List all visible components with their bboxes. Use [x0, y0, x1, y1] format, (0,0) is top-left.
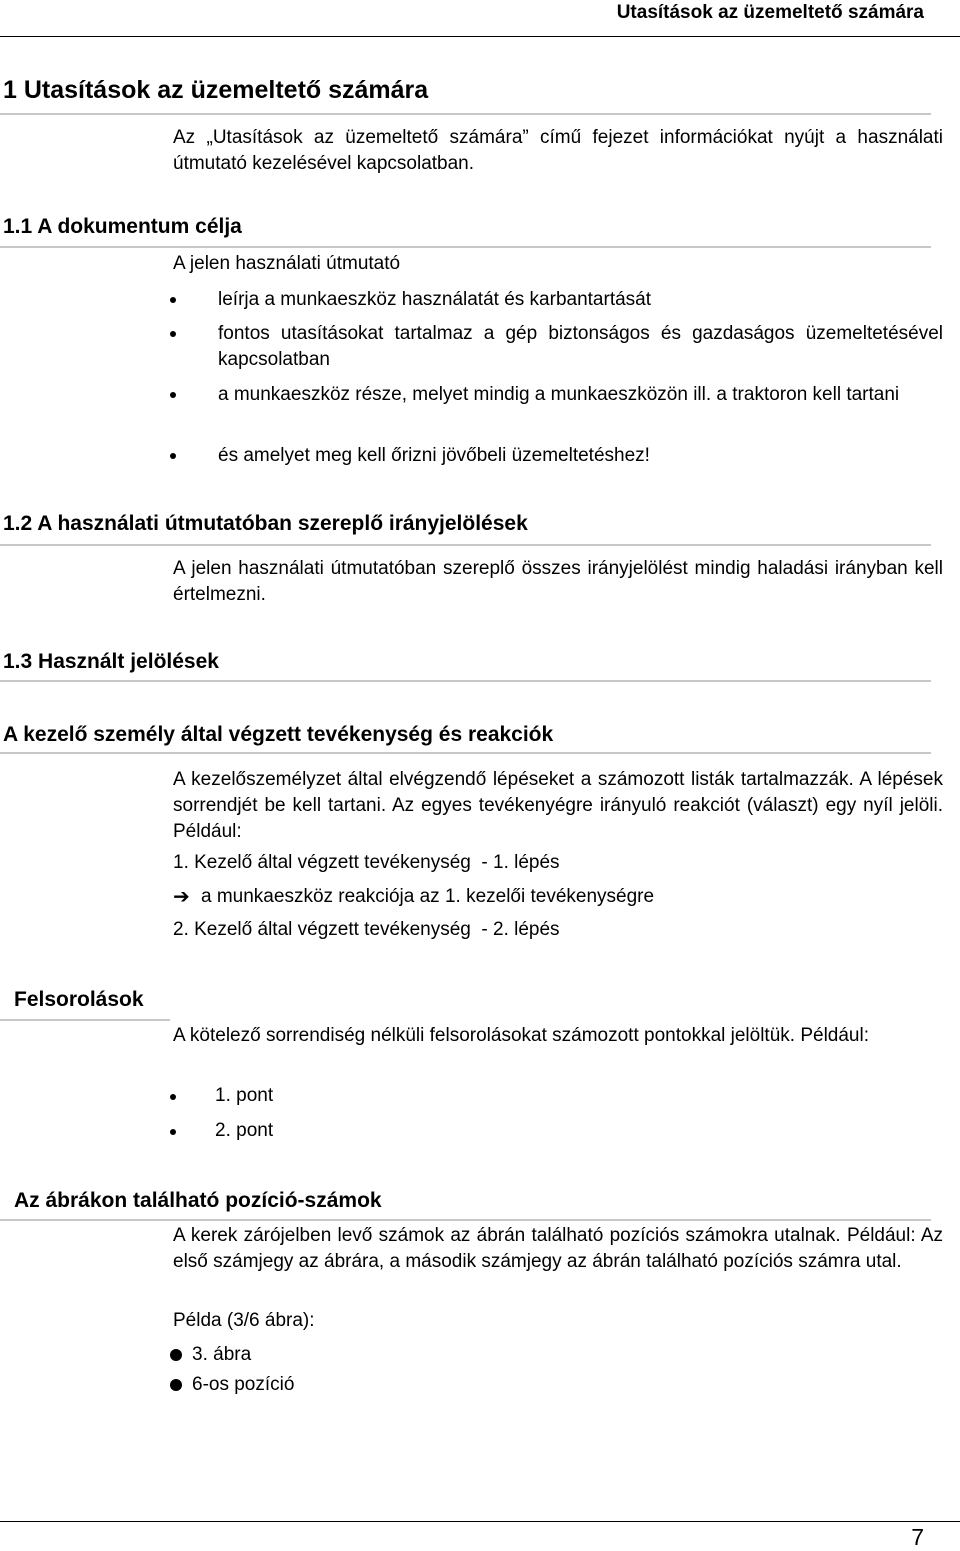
list-item: a munkaeszköz része, melyet mindig a munkaeszközön ill. a traktoron kell tartani [218, 384, 900, 405]
bullet-dot-icon [170, 297, 176, 303]
section-1-2-text: A jelen használati útmutatóban szereplő összes irányjelölést mindig haladási irányban kell értelmezni. [173, 558, 943, 605]
section-1-2-title: 1.2 A használati útmutatóban szereplő irányjelölések [3, 512, 528, 535]
bullet-dot-icon [170, 392, 176, 398]
step-1: 1. Kezelő által végzett tevékenység - 1. lépés [173, 852, 560, 873]
list-item: fontos utasításokat tartalmaz a gép biztonságos és gazdaságos üzemeltetésével kapcsolatban [218, 323, 943, 370]
position-numbers-text: A kerek zárójelben levő számok az ábrán található pozíciós számokra utalnak. Például: Az első számjegy az ábrára, a második számjegy az ábrán található pozíciós számra utal. [173, 1225, 943, 1272]
lists-rule [0, 1019, 170, 1021]
list-item: 6-os pozíció [192, 1374, 295, 1395]
lists-title: Felsorolások [14, 988, 144, 1011]
section-1-2-rule [0, 544, 931, 546]
section-1-1-rule [0, 246, 931, 248]
operator-actions-rule [0, 752, 931, 754]
section-1-1-title: 1.1 A dokumentum célja [3, 215, 242, 238]
position-numbers-rule [0, 1219, 931, 1221]
list-item: leírja a munkaeszköz használatát és karbantartását [218, 289, 652, 310]
list-item: és amelyet meg kell őrizni jövőbeli üzemeltetéshez! [218, 445, 650, 466]
reaction-1: a munkaeszköz reakciója az 1. kezelői tevékenységre [201, 886, 655, 907]
operator-actions-title: A kezelő személy által végzett tevékenység és reakciók [3, 723, 554, 746]
bullet-dot-icon [170, 1129, 176, 1135]
list-item: 2. pont [215, 1120, 274, 1141]
section-1-3-title: 1.3 Használt jelölések [3, 650, 219, 673]
lists-text: A kötelező sorrendiség nélküli felsorolásokat számozott pontokkal jelöltük. Például: [173, 1025, 869, 1046]
section-1-3-rule [0, 680, 931, 682]
header-rule [0, 36, 960, 37]
position-numbers-title: Az ábrákon található pozíció-számok [14, 1189, 382, 1212]
chapter-title-rule [0, 113, 931, 115]
bullet-dot-icon [170, 331, 176, 337]
arrow-right-icon: ➔ [173, 886, 190, 908]
list-item: 3. ábra [192, 1344, 252, 1365]
filled-dot-icon [170, 1349, 182, 1361]
list-item: 1. pont [215, 1085, 274, 1106]
chapter-title: 1 Utasítások az üzemeltető számára [3, 76, 429, 104]
operator-actions-text: A kezelőszemélyzet által elvégzendő lépéseket a számozott listák tartalmazzák. A lépések sorrendjét be kell tartani. Az egyes tevékenyégre irányuló reakciót (választ) egy nyíl jelöli. Például: [173, 769, 943, 842]
footer-rule [0, 1521, 960, 1522]
example-label: Példa (3/6 ábra): [173, 1310, 315, 1331]
running-header: Utasítások az üzemeltető számára [616, 2, 924, 23]
bullet-dot-icon [170, 1094, 176, 1100]
filled-dot-icon [170, 1379, 182, 1391]
step-2: 2. Kezelő által végzett tevékenység - 2. lépés [173, 919, 560, 940]
chapter-intro: Az „Utasítások az üzemeltető számára” című fejezet információkat nyújt a használati útmutató kezelésével kapcsolatban. [173, 127, 943, 174]
page-number: 7 [911, 1524, 924, 1550]
bullet-dot-icon [170, 453, 176, 459]
section-1-1-lead: A jelen használati útmutató [173, 253, 401, 274]
